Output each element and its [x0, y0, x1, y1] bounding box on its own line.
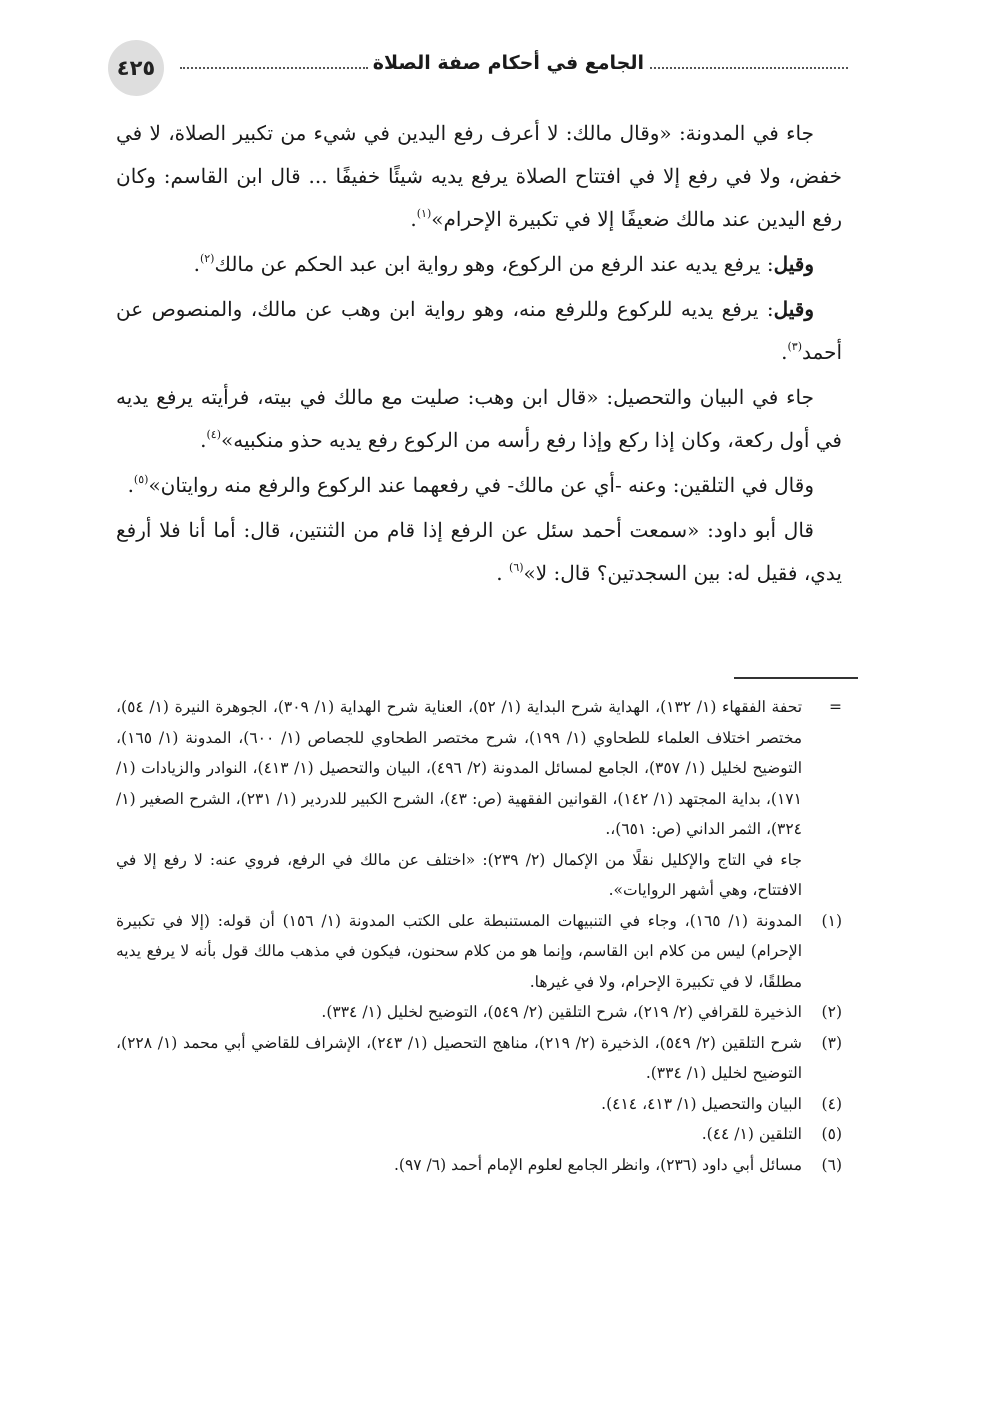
footnote-item — [116, 997, 842, 1028]
footnote-ref: (٤) — [206, 428, 221, 441]
footnote-text: مسائل أبي داود (٢٣٦)، وانظر الجامع لعلوم الإمام أحمد (٦/ ٩٧). — [393, 1155, 802, 1174]
footnote-item — [116, 1028, 842, 1089]
footnote-text: البيان والتحصيل (١/ ٤١٣، ٤١٤). — [601, 1094, 802, 1113]
paragraph: جاء في المدونة: «وقال مالك: لا أعرف رفع اليدين في شيء من تكبير الصلاة، لا في خفض، ولا في رفع إلا في افتتاح الصلاة يرفع يديه شيئًا خفيفًا ... قال ابن القاسم: وكان رفع اليدين عند مالك ضعيفًا إلا في تكبيرة الإحرام»$^{(١)}$. — [116, 121, 842, 231]
footnote-text: التلقين (١/ ٤٤). — [701, 1125, 802, 1143]
footnote-text: المدونة (١/ ١٦٥)، وجاء في التنبيهات المستنبطة على الكتب المدونة (١/ ١٥٦) أن قوله: (إلا في تكبيرة الإحرام) ليس من كلام ابن القاسم، وإنما هو من كلام سحنون، فيكون في مذهب مالك قول بأنه لا يرفع يديه مطلقًا، لا في تكبيرة الإحرام، ولا في غيرها. — [116, 911, 802, 991]
header-dotted-line-left — [180, 67, 368, 69]
paragraph: جاء في البيان والتحصيل: «قال ابن وهب: صليت مع مالك في بيته، فرأيته يرفع يديه في أول ركعة، وكان إذا ركع وإذا رفع رأسه من الركوع رفع يديه حذو منكبيه»$^{(٤)}$. — [116, 385, 842, 452]
footnote-number: (٤) — [821, 1094, 842, 1113]
footnote-item — [116, 1089, 842, 1120]
footnote-ref: (١) — [416, 207, 432, 220]
running-header — [108, 40, 848, 96]
paragraph: وقيل: يرفع يديه عند الرفع من الركوع، وهو رواية ابن عبد الحكم عن مالك$^{(٢)}$. — [193, 252, 814, 276]
footnote-number: (٥) — [821, 1125, 842, 1143]
footnote-text: الذخيرة للقرافي (٢/ ٢١٩)، شرح التلقين (٢/ ٥٤٩)، التوضيح لخليل (١/ ٣٣٤). — [321, 1003, 802, 1021]
footnote-ref: (٥) — [133, 473, 149, 486]
footnote-number: (٣) — [821, 1033, 842, 1052]
page-number: ٤٢٥ — [108, 40, 164, 96]
footnote-continuation — [116, 692, 842, 845]
main-text — [116, 112, 842, 597]
footnotes — [116, 692, 842, 1180]
running-title: الجامع في أحكام صفة الصلاة — [372, 52, 644, 74]
footnote-number: (١) — [821, 911, 842, 930]
footnote-continuation-quote: جاء في التاج والإكليل نقلًا من الإكمال (٢/ ٢٣٩): «اختلف عن مالك في الرفع، فروي عنه: لا رفع إلا في الافتتاح، وهي أشهر الروايات». — [116, 850, 802, 899]
footnote-item — [116, 906, 842, 998]
footnote-item — [116, 1150, 842, 1181]
paragraph: وقال في التلقين: وعنه -أي عن مالك- في رفعهما عند الركوع والرفع منه روايتان»$^{(٥)}$. — [127, 473, 814, 497]
footnote-ref: (٢) — [199, 252, 215, 265]
footnote-ref: (٣) — [787, 340, 803, 353]
footnote-text: شرح التلقين (٢/ ٥٤٩)، الذخيرة (٢/ ٢١٩)، مناهج التحصيل (١/ ٢٤٣)، الإشراف للقاضي أبي محمد (١/ ٢٢٨)، التوضيح لخليل (١/ ٣٣٤). — [116, 1033, 802, 1082]
paragraph: قال أبو داود: «سمعت أحمد سئل عن الرفع إذا قام من الثنتين، قال: أما أنا فلا أرفع يدي، فقيل له: بين السجدتين؟ قال: لا»$^{(٦)}$ . — [116, 518, 842, 585]
footnote-number: (٢) — [821, 1003, 842, 1021]
header-dotted-line-right — [650, 67, 848, 69]
footnote-separator — [734, 677, 858, 679]
footnote-number: (٦) — [821, 1155, 842, 1174]
footnote-item — [116, 1119, 842, 1150]
lead-word: وقيل — [773, 297, 814, 321]
lead-word: وقيل — [773, 252, 814, 276]
continuation-mark: = — [829, 698, 842, 716]
footnote-text: تحفة الفقهاء (١/ ١٣٢)، الهداية شرح البداية (١/ ٥٢)، العناية شرح الهداية (١/ ٣٠٩)، الجوهرة النيرة (١/ ٥٤)، مختصر اختلاف العلماء للطحاوي (١/ ١٩٩)، شرح مختصر الطحاوي للجصاص (١/ ٦٠٠)، المدونة (١/ ١٦٥)، التوضيح لخليل (١/ ٣٥٧)، الجامع لمسائل المدونة (٢/ ٤٩٦)، البيان والتحصيل (١/ ٤١٣)، النوادر والزيادات (١/ ١٧١)، بداية المجتهد (١/ ١٤٢)، القوانين الفقهية (ص: ٤٣)، الشرح الكبير للدردير (١/ ٢٣١)، الشرح الصغير (١/ ٣٢٤)، الثمر الداني (ص: ٦٥١)،. — [116, 698, 803, 838]
paragraph: وقيل: يرفع يديه للركوع وللرفع منه، وهو رواية ابن وهب عن مالك، والمنصوص عن أحمد$^{(٣)}$. — [116, 297, 842, 364]
footnote-ref: (٦) — [509, 561, 524, 574]
